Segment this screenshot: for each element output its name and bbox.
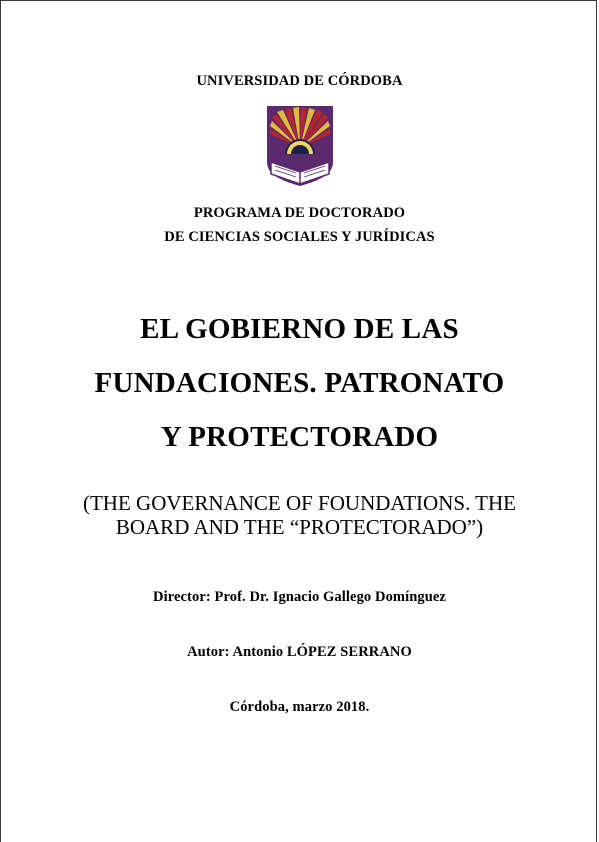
thesis-title-line-1: EL GOBIERNO DE LAS	[140, 313, 459, 345]
author-line: Autor: Antonio LÓPEZ SERRANO	[187, 644, 412, 660]
university-name: UNIVERSIDAD DE CÓRDOBA	[196, 73, 403, 89]
university-emblem-icon	[263, 102, 337, 194]
thesis-title-line-2: FUNDACIONES. PATRONATO	[94, 367, 505, 399]
thesis-title-line-3: Y PROTECTORADO	[160, 421, 439, 453]
english-title-line-2: BOARD AND THE “PROTECTORADO”)	[115, 515, 484, 539]
place-date-line: Córdoba, marzo 2018.	[229, 699, 370, 715]
english-title-line-1: (THE GOVERNANCE OF FOUNDATIONS. THE	[82, 491, 517, 515]
program-line-1: PROGRAMA DE DOCTORADO	[193, 205, 406, 221]
program-line-2: DE CIENCIAS SOCIALES Y JURÍDICAS	[164, 229, 435, 245]
director-line: Director: Prof. Dr. Ignacio Gallego Domínguez	[153, 589, 446, 605]
